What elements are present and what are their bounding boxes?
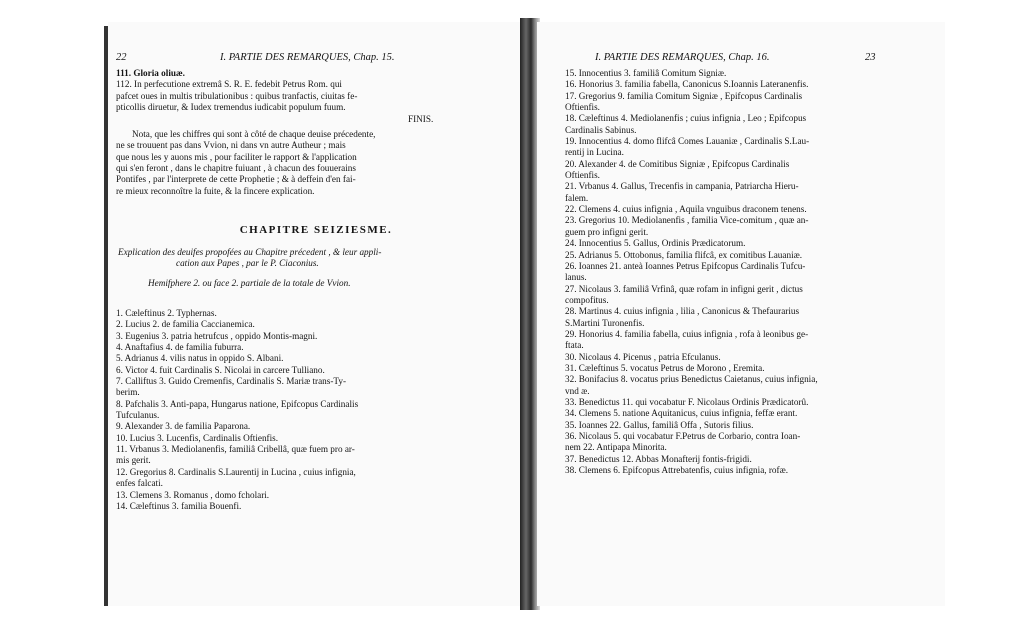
text-line: Nota, que les chiffres qui sont à côté de chaque deuise précedente, xyxy=(132,129,376,139)
list-item: 12. Gregorius 8. Cardinalis S.Laurentij in Lucina , cuius infignia, xyxy=(116,466,356,477)
list-item: 27. Nicolaus 3. familiâ Vrfinâ, quæ rofam in infigni gerit , dictus xyxy=(565,283,803,294)
list-item: 32. Bonifacius 8. vocatus prius Benedictus Caietanus, cuius infignia, xyxy=(565,374,818,385)
left-page-number: 22 xyxy=(116,52,127,63)
list-item: 3. Eugenius 3. patria hetrufcus , oppido Montis-magni. xyxy=(116,330,318,341)
text-line: 111. Gloria oliuæ. xyxy=(116,68,185,78)
right-page-number: 23 xyxy=(865,52,876,63)
list-item: 25. Adrianus 5. Ottobonus, familia flifcâ, ex comitibus Lauaniæ. xyxy=(565,249,803,260)
list-item: Oftienfis. xyxy=(565,170,600,181)
list-item: 30. Nicolaus 4. Picenus , patria Efculanus. xyxy=(565,351,721,362)
explication xyxy=(118,247,381,270)
list-item: 22. Clemens 4. cuius infignia , Aquila vnguibus draconem tenens. xyxy=(565,204,807,215)
list-item: rentij in Lucina. xyxy=(565,147,624,158)
list-item: 35. Ioannes 22. Gallus, familiâ Offa , Sutoris filius. xyxy=(565,419,754,430)
text-line: Hemifphere 2. ou face 2. partiale de la totale de Vvion. xyxy=(148,278,351,288)
text-line: Explication des deuifes propofées au Chapitre précedent , & leur appli- xyxy=(118,247,382,257)
list-item: berim. xyxy=(116,387,140,398)
list-item: 36. Nicolaus 5. qui vocabatur F.Petrus de Corbario, contra Ioan- xyxy=(565,431,801,441)
finis xyxy=(408,114,433,125)
right-running-head-text: I. PARTIE DES REMARQUES, Chap. 16. xyxy=(595,52,770,63)
chapter-title: CHAPITRE SEIZIESME. xyxy=(239,224,393,236)
list-item: 18. Cæleftinus 4. Mediolanenfis ; cuius infignia , Leo ; Epifcopus xyxy=(565,113,807,124)
list-item: 5. Adrianus 4. vilis natus in oppido S. Albani. xyxy=(116,353,284,364)
right-page xyxy=(537,22,945,606)
list-item: 11. Vrbanus 3. Mediolanenfis, familiâ Cribellâ, quæ fuem pro ar- xyxy=(116,444,355,455)
list-item xyxy=(565,476,818,487)
list-item: 23. Gregorius 10. Mediolanenfis , familia Vice-comitum , quæ an- xyxy=(565,215,809,226)
text-line: qui s'en feront , dans le chapitre fuiuant , à chacun des fouuerains xyxy=(116,163,356,174)
left-pope-list xyxy=(116,308,358,512)
list-item: 17. Gregorius 9. familia Comitum Signiæ , Epifcopus Cardinalis xyxy=(565,90,803,101)
list-item: 9. Alexander 3. de familia Paparona. xyxy=(116,421,251,432)
nota-paragraph xyxy=(116,129,375,197)
list-item: 26. Ioannes 21. anteà Ioannes Petrus Epifcopus Cardinalis Tufcu- xyxy=(565,260,806,271)
list-item: 6. Victor 4. fuit Cardinalis S. Nicolai in carcere Tulliano. xyxy=(116,364,325,375)
list-item: compofitus. xyxy=(565,294,609,305)
list-item: 7. Calliftus 3. Guido Cremenfis, Cardinalis S. Mariæ trans-Ty- xyxy=(116,376,347,387)
list-item: 38. Clemens 6. Epifcopus Attrebatenfis, cuius infignia, rofæ. xyxy=(565,465,789,476)
list-item: Oftienfis. xyxy=(565,102,600,113)
list-item: 31. Cæleftinus 5. vocatus Petrus de Morono , Eremita. xyxy=(565,362,765,373)
list-item: S.Martini Turonenfis. xyxy=(565,317,645,328)
list-item xyxy=(565,488,818,499)
list-item: vnd æ. xyxy=(565,385,590,396)
list-item: 19. Innocentius 4. domo flifcâ Comes Lauaniæ , Cardinalis S.Lau- xyxy=(565,136,810,147)
list-item: guem pro infigni gerit. xyxy=(565,226,649,237)
list-item: 4. Anaftafius 4. de familia fuburra. xyxy=(116,342,244,353)
list-item: 21. Vrbanus 4. Gallus, Trecenfis in campania, Patriarcha Hieru- xyxy=(565,181,799,192)
list-item: 16. Honorius 3. familia fabella, Canonicus S.Ioannis Lateranenfis. xyxy=(565,79,809,90)
text-line: pticollis diruetur, & Iudex tremendus iudicabit populum fuum. xyxy=(116,102,346,113)
list-item: enfes falcati. xyxy=(116,478,163,489)
list-item: 20. Alexander 4. de Comitibus Signiæ , Epifcopus Cardinalis xyxy=(565,158,790,169)
list-item: 8. Pafchalis 3. Anti-papa, Hungarus natione, Epifcopus Cardinalis xyxy=(116,398,359,409)
list-item: 2. Lucius 2. de familia Caccianemica. xyxy=(116,319,255,330)
text-line: re mieux reconnoître la fuite, & la fincere explication. xyxy=(116,185,315,196)
list-item: nem 22. Antipapa Minorita. xyxy=(565,442,667,453)
left-page xyxy=(108,22,524,606)
list-item: Cardinalis Sabinus. xyxy=(565,124,637,135)
text-line: ne se trouuent pas dans Vvion, ni dans vn autre Autheur ; mais xyxy=(116,140,346,151)
finis-text: FINIS. xyxy=(408,114,434,124)
list-item: 33. Benedictus 11. qui vocabatur F. Nicolaus Ordinis Prædicatorû. xyxy=(565,396,809,407)
right-pope-list xyxy=(565,68,818,499)
list-item: falem. xyxy=(565,192,589,203)
left-running-head-text: I. PARTIE DES REMARQUES, Chap. 15. xyxy=(220,52,395,63)
list-item: 24. Innocentius 5. Gallus, Ordinis Prædicatorum. xyxy=(565,238,746,249)
list-item: 34. Clemens 5. natione Aquitanicus, cuius infignia, feffæ erant. xyxy=(565,408,798,419)
list-item: 28. Martinus 4. cuius infignia , lilia , Canonicus & Thefaurarius xyxy=(565,306,800,317)
list-item: mis gerit. xyxy=(116,455,151,466)
text-line: pafcet oues in multis tribulationibus : quibus tranfactis, ciuitas fe- xyxy=(116,90,358,101)
list-item: Tufculanus. xyxy=(116,410,160,421)
list-item: 13. Clemens 3. Romanus , domo fcholari. xyxy=(116,489,270,500)
text-line: cation aux Papes , par le P. Ciaconius. xyxy=(176,258,319,269)
text-line: que nous les y auons mis , pour faciliter le rapport & l'application xyxy=(116,151,357,162)
list-item: 1. Cæleftinus 2. Typhernas. xyxy=(116,308,217,318)
list-item: lanus. xyxy=(565,272,587,283)
text-line: 112. In perfecutione extremâ S. R. E. fedebit Petrus Rom. qui xyxy=(116,79,342,90)
list-item: 37. Benedictus 12. Abbas Monafterij fontis-frigidi. xyxy=(565,453,752,464)
hemisphere-line xyxy=(148,278,351,289)
list-item: ftata. xyxy=(565,340,584,351)
list-item: 14. Cæleftinus 3. familia Bouenfi. xyxy=(116,500,242,511)
list-item: 29. Honorius 4. familia fabella, cuius infignia , rofa à leonibus ge- xyxy=(565,328,809,339)
list-item: 10. Lucius 3. Lucenfis, Cardinalis Oftienfis. xyxy=(116,432,279,443)
list-item: 15. Innocentius 3. familiâ Comitum Signiæ. xyxy=(565,68,727,78)
text-line: Pontifes , par l'interprete de cette Prophetie ; & à deffein d'en fai- xyxy=(116,174,356,185)
left-top-lines xyxy=(116,68,357,113)
